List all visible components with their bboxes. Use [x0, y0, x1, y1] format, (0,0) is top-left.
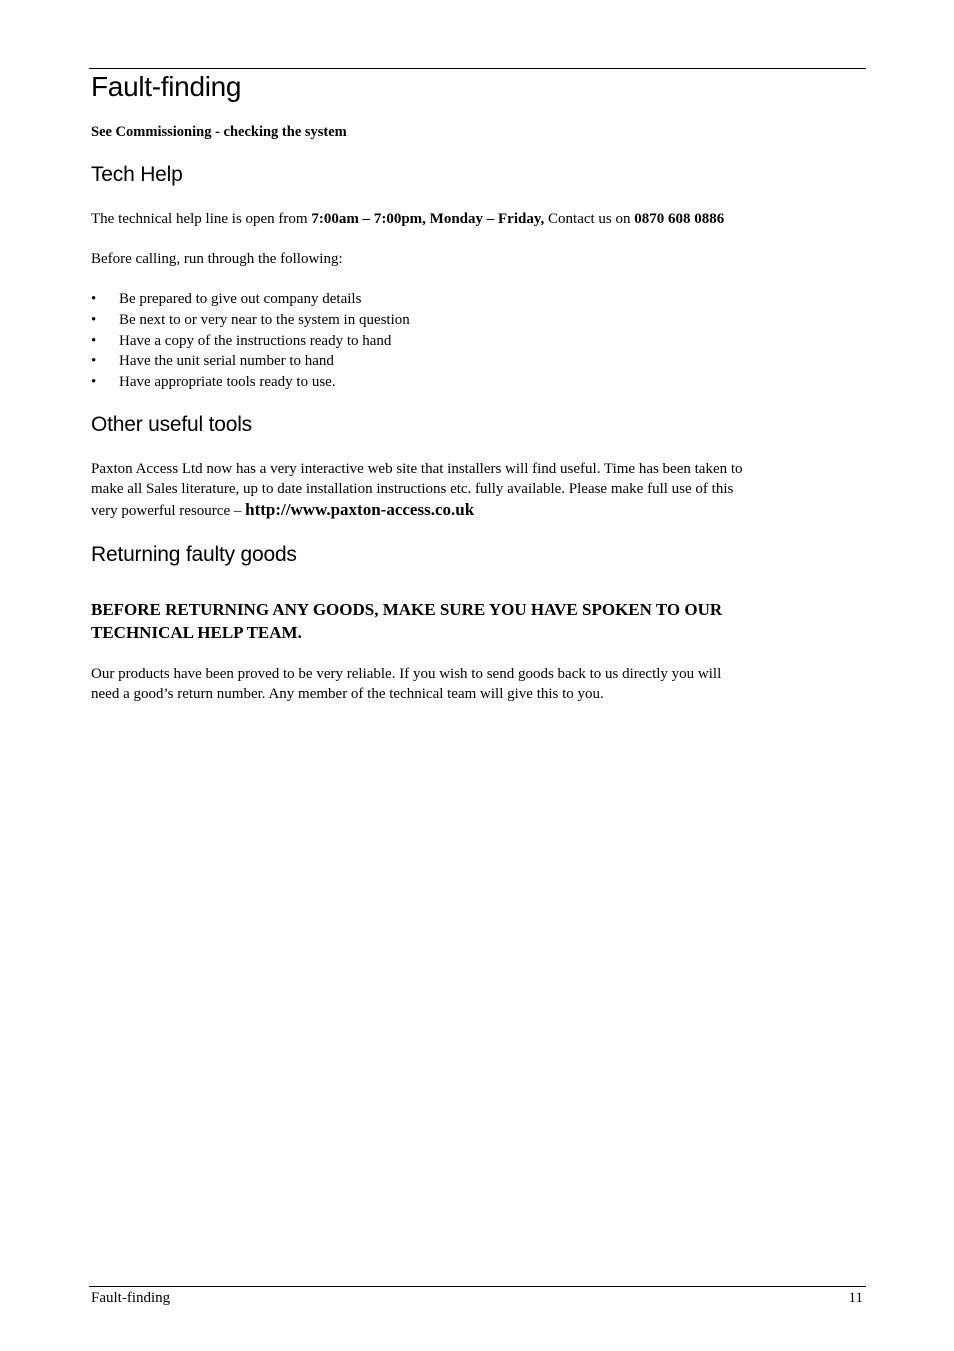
bullet-icon: • [91, 291, 97, 307]
page-title: Fault-finding [91, 71, 242, 102]
page-number: 11 [848, 1290, 863, 1306]
list-item: • Be prepared to give out company details [91, 289, 410, 310]
website-link[interactable]: http://www.paxton-access.co.uk [245, 500, 475, 519]
help-line-contact-prefix: Contact us on [544, 211, 635, 227]
footer-section-name: Fault-finding [91, 1290, 171, 1306]
return-warning: BEFORE RETURNING ANY GOODS, MAKE SURE YOU HAVE SPOKEN TO OUR TECHNICAL HELP TEAM. [91, 600, 723, 642]
returning-paragraph: Our products have been proved to be very reliable. If you wish to send goods back to us directly you will need a good’s return number. Any member of the technical team will give this to you. [91, 666, 722, 702]
pre-call-checklist [91, 289, 410, 393]
help-line-paragraph [91, 209, 724, 229]
tech-help-heading: Tech Help [91, 163, 183, 186]
list-item: • Be next to or very near to the system in question [91, 310, 410, 331]
bullet-icon: • [91, 374, 97, 391]
help-line-phone: 0870 608 0886 [634, 211, 725, 227]
footer-rule [89, 1286, 866, 1287]
bullet-icon: • [91, 353, 97, 370]
see-also-note: See Commissioning - checking the system [91, 124, 347, 140]
list-item: • Have the unit serial number to hand [91, 351, 410, 372]
list-item: • Have appropriate tools ready to use. [91, 372, 410, 393]
other-tools-paragraph: Paxton Access Ltd now has a very interactive web site that installers will find useful. Time has been taken to make all Sales literature, up to date installation instructions etc. fully available. Please make full use of this very powerful resource – http://www.paxton-access.co.uk [91, 461, 743, 519]
bullet-icon: • [91, 311, 97, 328]
other-tools-heading: Other useful tools [91, 413, 252, 436]
header-rule [89, 68, 866, 69]
bullet-icon: • [91, 332, 97, 349]
list-item: • Have a copy of the instructions ready to hand [91, 331, 410, 352]
before-calling-text: Before calling, run through the following: [91, 251, 343, 267]
help-line-hours: 7:00am – 7:00pm, Monday – Friday, [311, 211, 545, 227]
returning-goods-heading: Returning faulty goods [91, 543, 297, 566]
help-line-prefix: The technical help line is open from [91, 211, 312, 227]
